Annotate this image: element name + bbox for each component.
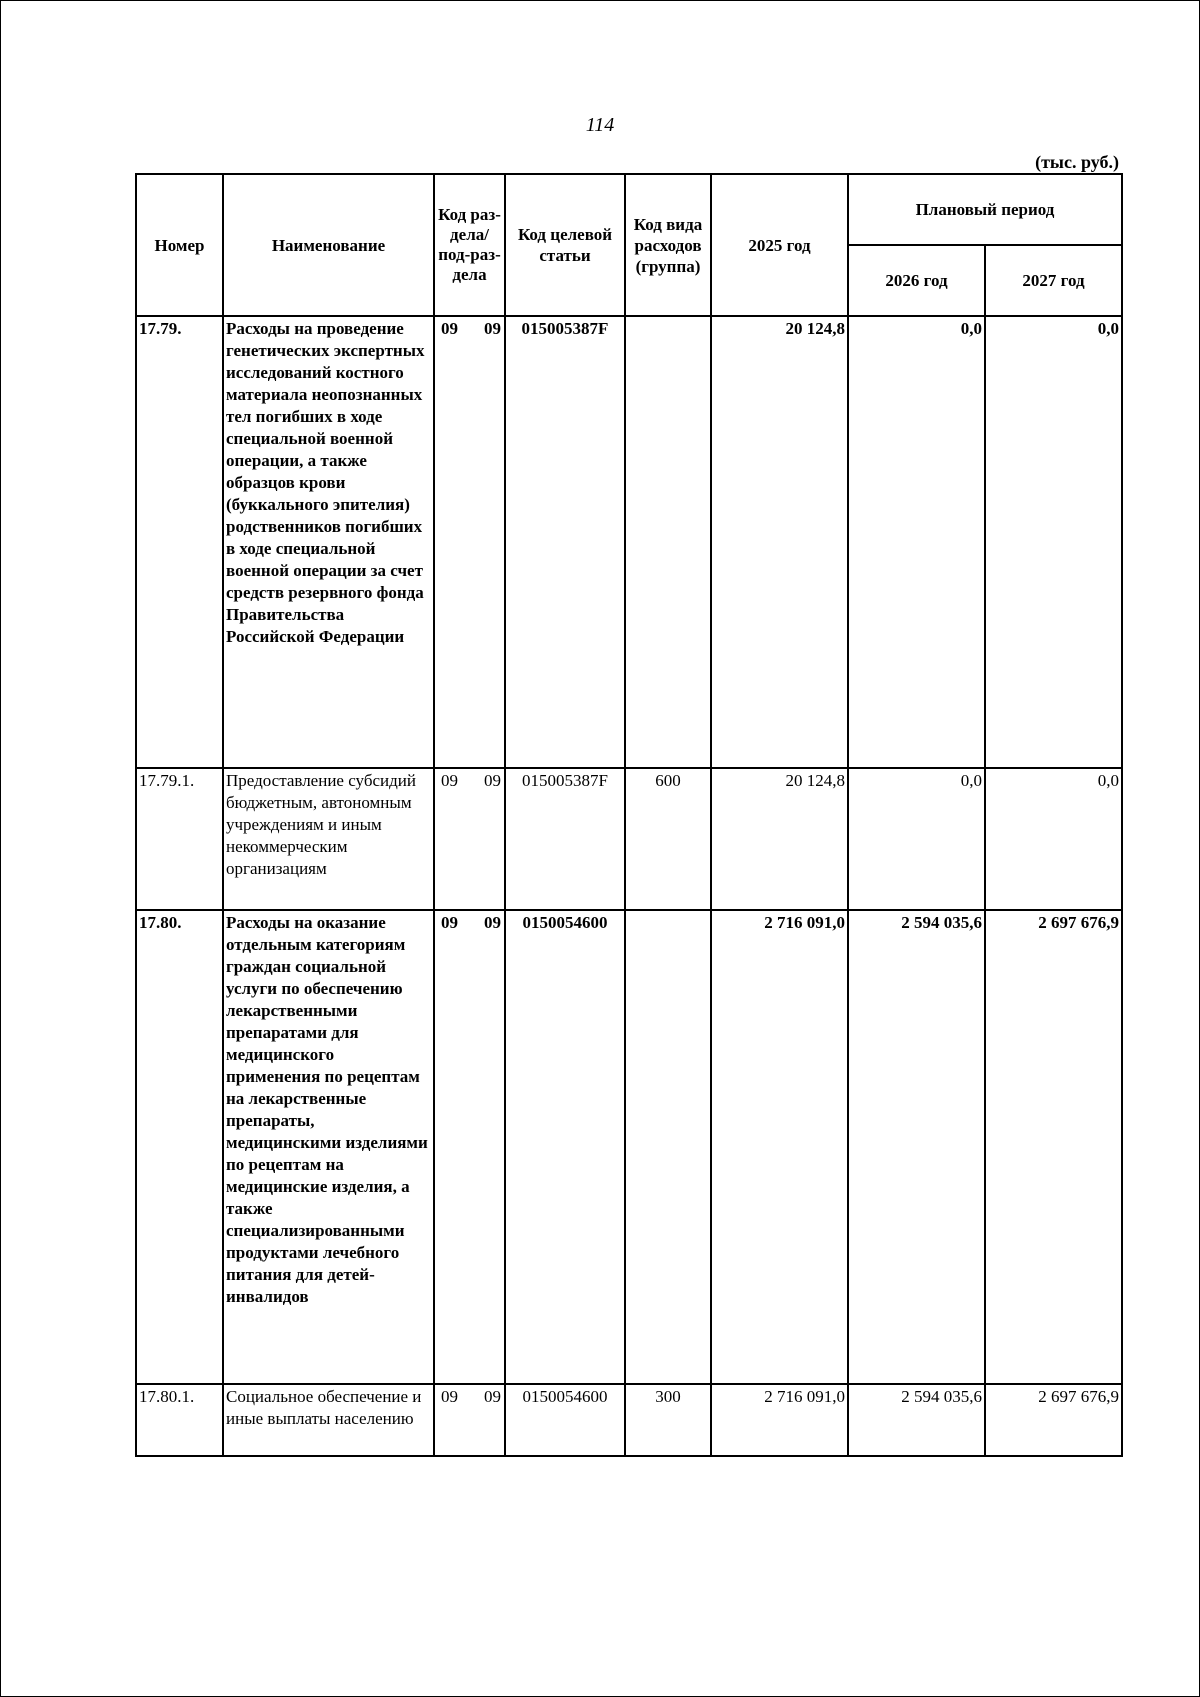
- table-body: [136, 316, 1122, 1456]
- row-name: Предоставление субсидий бюджетным, автономным учреждениям и иным некоммерческим организациям: [223, 768, 434, 910]
- row-target: 015005387F: [505, 768, 625, 910]
- row-expense-type: 300: [625, 1384, 711, 1456]
- row-expense-type: [625, 910, 711, 1384]
- row-rz: 09: [441, 771, 458, 790]
- row-pr: 09: [484, 771, 501, 790]
- row-expense-type: [625, 316, 711, 768]
- row-2027: 2 697 676,9: [985, 1384, 1122, 1456]
- table-row: [136, 316, 1122, 768]
- row-2026: 2 594 035,6: [848, 1384, 985, 1456]
- row-rz: 09: [441, 913, 458, 932]
- row-target: 015005387F: [505, 316, 625, 768]
- row-2027: 0,0: [985, 768, 1122, 910]
- row-2026: 0,0: [848, 768, 985, 910]
- row-2026: 2 594 035,6: [848, 910, 985, 1384]
- budget-table: [135, 173, 1123, 1457]
- row-name: Расходы на оказание отдельным категориям граждан социальной услуги по обеспечению лекарственными препаратами для медицинского применения по рецептам на лекарственные препараты, медицинскими изделиями по рецептам на медицинские изделия, а также специализированными продуктами лечебного питания для детей-инвалидов: [223, 910, 434, 1384]
- row-section: [434, 768, 505, 910]
- header-target: Код целевой статьи: [505, 174, 625, 316]
- header-name: Наименование: [223, 174, 434, 316]
- row-2025: 20 124,8: [711, 768, 848, 910]
- row-2025: 20 124,8: [711, 316, 848, 768]
- row-section: [434, 316, 505, 768]
- row-target: 0150054600: [505, 910, 625, 1384]
- table-header: [136, 174, 1122, 316]
- header-section: [434, 174, 505, 316]
- units-label: (тыс. руб.): [1035, 152, 1119, 172]
- header-section-text: Код раз-дела/ под-раз-дела: [438, 205, 501, 284]
- header-number: Номер: [136, 174, 223, 316]
- header-2025: 2025 год: [711, 174, 848, 316]
- row-target: 0150054600: [505, 1384, 625, 1456]
- row-section: [434, 910, 505, 1384]
- header-2026: 2026 год: [848, 245, 985, 316]
- row-2027: 0,0: [985, 316, 1122, 768]
- row-pr: 09: [484, 319, 501, 338]
- row-name: Социальное обеспечение и иные выплаты населению: [223, 1384, 434, 1456]
- row-pr: 09: [484, 913, 501, 932]
- row-expense-type: 600: [625, 768, 711, 910]
- row-number: 17.80.: [136, 910, 223, 1384]
- header-planned-period: Плановый период: [848, 174, 1122, 245]
- header-expense-type: Код вида расходов (группа): [625, 174, 711, 316]
- row-2027: 2 697 676,9: [985, 910, 1122, 1384]
- table-row: [136, 768, 1122, 910]
- row-number: 17.79.: [136, 316, 223, 768]
- row-number: 17.80.1.: [136, 1384, 223, 1456]
- row-rz: 09: [441, 319, 458, 338]
- row-number: 17.79.1.: [136, 768, 223, 910]
- row-2025: 2 716 091,0: [711, 1384, 848, 1456]
- header-2027: 2027 год: [985, 245, 1122, 316]
- row-name: Расходы на проведение генетических экспертных исследований костного материала неопознанных тел погибших в ходе специальной военной операции, а также образцов крови (буккального эпителия) родственников погибших в ходе специальной военной операции за счет средств резервного фонда Правительства Российской Федерации: [223, 316, 434, 768]
- table-row: [136, 910, 1122, 1384]
- row-pr: 09: [484, 1387, 501, 1406]
- row-rz: 09: [441, 1387, 458, 1406]
- page-number: 114: [585, 114, 615, 136]
- row-2026: 0,0: [848, 316, 985, 768]
- row-section: [434, 1384, 505, 1456]
- table-row: [136, 1384, 1122, 1456]
- row-2025: 2 716 091,0: [711, 910, 848, 1384]
